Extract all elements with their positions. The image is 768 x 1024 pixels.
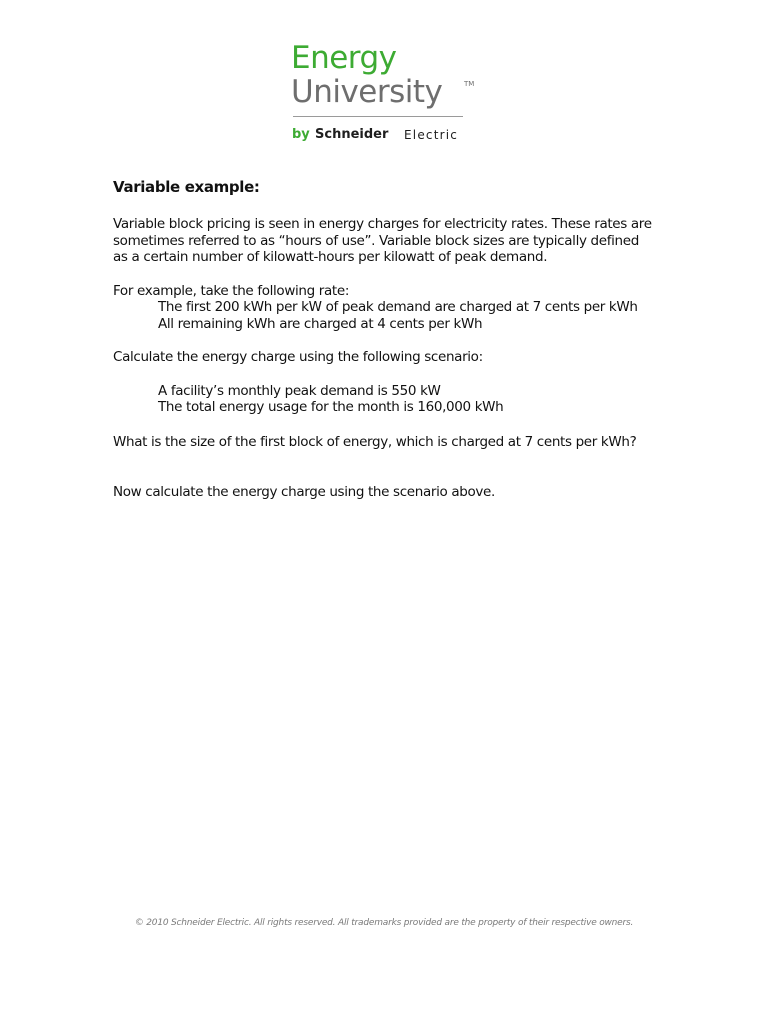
scenario-intro: Calculate the energy charge using the following scenario: (113, 349, 483, 365)
logo-trademark: TM (464, 80, 475, 88)
rate-paragraph (113, 283, 673, 333)
scenario-paragraph (113, 383, 673, 416)
copyright-footer: © 2010 Schneider Electric. All rights reserved. All trademarks provided are the property of their respective owners. (134, 918, 634, 928)
logo-energy-text: Energy (291, 40, 397, 76)
instruction-text: Now calculate the energy charge using the scenario above. (113, 484, 495, 500)
intro-paragraph (113, 216, 673, 266)
rate-line: The first 200 kWh per kW of peak demand are charged at 7 cents per kWh (158, 299, 638, 315)
instruction-paragraph (113, 484, 673, 501)
energy-university-logo (291, 40, 481, 150)
logo-divider (293, 116, 463, 117)
intro-line: sometimes referred to as “hours of use”. Variable block sizes are typically defined (113, 232, 639, 249)
scenario-line: The total energy usage for the month is 160,000 kWh (158, 399, 504, 415)
scenario-line: A facility’s monthly peak demand is 550 kW (158, 382, 441, 399)
logo-electric-text: Electric (404, 128, 459, 142)
document-body (113, 176, 673, 501)
scenario-intro-paragraph (113, 349, 673, 366)
question-text: What is the size of the first block of energy, which is charged at 7 cents per kWh? (113, 433, 637, 450)
logo-university-text: University (291, 74, 443, 110)
rate-intro: For example, take the following rate: (113, 282, 350, 299)
page-title: Variable example: (113, 178, 260, 196)
question-paragraph (113, 434, 673, 451)
logo-by-text: by (292, 127, 310, 142)
intro-line: as a certain number of kilowatt-hours per kilowatt of peak demand. (113, 249, 548, 265)
intro-line: Variable block pricing is seen in energy charges for electricity rates. These rates are (113, 216, 652, 232)
logo-schneider-text: Schneider (315, 127, 389, 142)
rate-line: All remaining kWh are charged at 4 cents per kWh (158, 315, 483, 332)
